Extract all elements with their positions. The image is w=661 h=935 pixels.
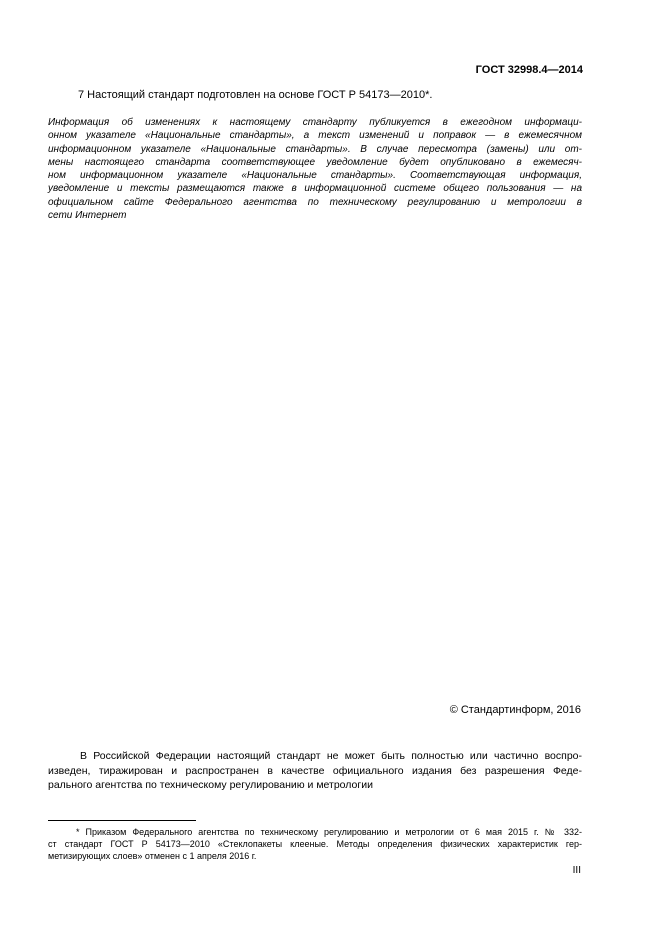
copyright-notice: © Стандартинформ, 2016	[449, 704, 581, 716]
rights-line: В Российской Федерации настоящий стандарт не может быть полностью или частично воспро-	[80, 750, 582, 762]
info-line: мены настоящего стандарта соответствующее уведомление будет опубликовано в ежемесяч-	[48, 156, 582, 168]
footnote-line: метизирующих слоев» отменен с 1 апреля 2016 г.	[48, 851, 257, 861]
page-number: III	[572, 865, 581, 876]
preface-item-7: 7 Настоящий стандарт подготовлен на основе ГОСТ Р 54173—2010*.	[78, 89, 433, 101]
document-code: ГОСТ 32998.4—2014	[475, 64, 583, 76]
info-line: информационном указателе «Национальные стандарты». В случае пересмотра (замены) или от-	[48, 143, 582, 155]
footnote-line: ст стандарт ГОСТ Р 54173—2010 «Стеклопакеты клееные. Методы определения физических характеристик гер-	[48, 839, 582, 849]
info-line: сети Интернет	[48, 210, 127, 222]
info-line: уведомление и тексты размещаются также в информационной системе общего пользования — на	[48, 183, 582, 195]
rights-line: рального агентства по техническому регулированию и метрологии	[48, 779, 373, 791]
rights-line: изведен, тиражирован и распространен в качестве официального издания без разрешения Феде-	[48, 764, 582, 777]
footnote	[48, 826, 582, 862]
info-line: официальном сайте Федерального агентства по техническому регулированию и метрологии в	[48, 196, 582, 208]
info-line: Информация об изменениях к настоящему стандарту публикуется в ежегодном информаци-	[48, 117, 582, 128]
info-line: ном информационном указателе «Национальные стандарты». Соответствующая информация,	[48, 170, 582, 182]
footnote-divider	[48, 820, 196, 821]
reproduction-rights-paragraph	[48, 749, 582, 793]
amendments-info-paragraph	[48, 116, 582, 222]
footnote-line: * Приказом Федерального агентства по техническому регулированию и метрологии от 6 мая 2015 г. № 332-	[76, 827, 582, 837]
info-line: онном указателе «Национальные стандарты», а текст изменений и поправок — в ежемесячном	[48, 130, 582, 142]
